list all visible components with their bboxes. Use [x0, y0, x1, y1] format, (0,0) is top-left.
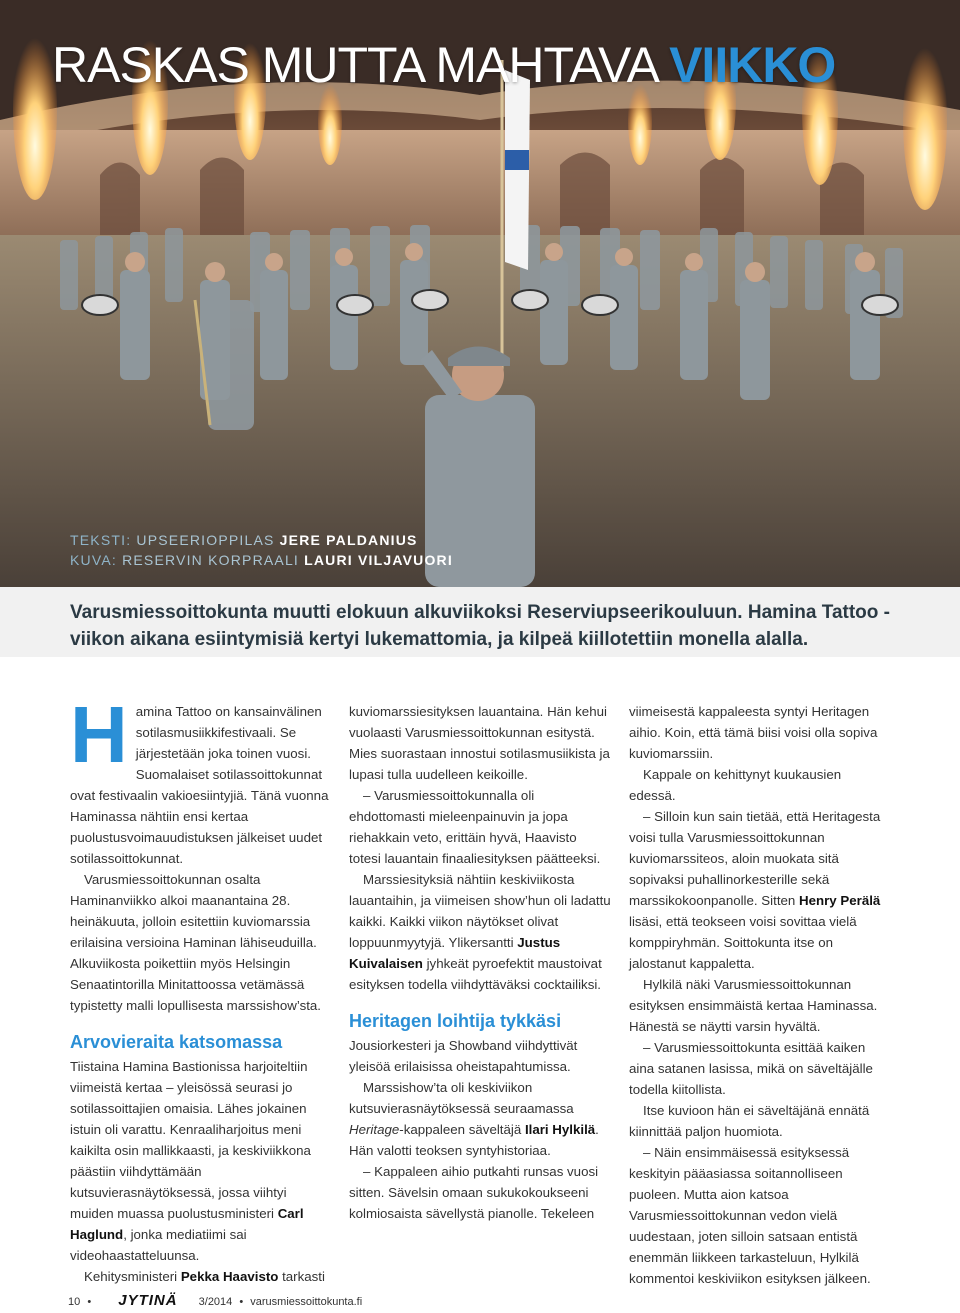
- col1-p1-text: amina Tattoo on kansainvälinen sotilasmusiikkifestivaali. Se järjestetään joka toinen vuosi. Suomalaiset sotilassoittokunnat ovat festivaalin vakioesiintyjiä. Tänä vuonna Haminassa nähtiin ensi kertaa puolustusvoimauudistuksen jälkeiset uudet sotilassoittokunnat.: [70, 704, 329, 866]
- name-carl-haglund: Carl Haglund: [70, 1206, 304, 1242]
- col1-paragraph-1: [70, 690, 332, 869]
- col3-paragraph-7: – Näin ensimmäisessä esityksessä keskityin pääasiassa soitannolliseen puoleen. Mutta aion katsoa Varusmiessoittokunnan vedon vielä uudestaan, joten silloin satsaan entistä enemmän liikkeen tarkasteluun, Hylkilä kommentoi keskiviikon esityksen jälkeen.: [629, 1145, 871, 1286]
- name-pekka-haavisto: Pekka Haavisto: [180, 1269, 279, 1284]
- page-number: 10: [68, 1296, 81, 1308]
- col2-p5-a: Marssishow’ta oli keskiviikon kutsuvierasnäytöksessä seuraamassa: [349, 1080, 574, 1116]
- credit-text-label: TEKSTI:: [70, 532, 132, 548]
- lead-paragraph: Varusmiessoittokunta muutti elokuun alkuviikoksi Reserviupseerikouluun. Hamina Tattoo -viikon aikana esiintymisiä kertyi lukemattomia, ja kilpeä kiillotettiin monella alalla.: [70, 602, 890, 650]
- footer-bullet-2: •: [239, 1296, 244, 1308]
- col2-paragraph-2: – Varusmiessoittokunnalla oli ehdottomasti mieleenpainuvin ja jopa riehakkain veto, erittäin hyvä, Haavisto totesi lauantain finaaliesityksen päätteeksi.: [349, 788, 601, 866]
- headline: [52, 36, 835, 94]
- col3-p3-end: lisäsi, että teokseen voisi sovittaa vielä komppiryhmän. Soittokunta itse on jalostanut kappaletta.: [629, 914, 857, 971]
- col1-p4-text: Kehitysministeri: [84, 1269, 178, 1284]
- name-henry-perala: Henry Perälä: [799, 893, 881, 908]
- footer-bullet-1: •: [87, 1296, 92, 1308]
- column-1: [70, 690, 332, 1287]
- magazine-logo: JYTINÄ: [118, 1292, 178, 1309]
- col3-paragraph-4: Hylkilä näki Varusmiessoittokunnan esityksen ensimmäistä kertaa Haminassa. Hänestä se näytti varsin hyvältä.: [629, 977, 878, 1034]
- credit-text-role: UPSEERIOPPILAS: [136, 532, 275, 548]
- credits: [70, 530, 453, 570]
- credit-text: [70, 530, 453, 550]
- col1-p3-end: , jonka mediatiimi sai videohaastatteluunsa.: [70, 1227, 247, 1263]
- col2-p3-text: Marssiesityksiä nähtiin keskiviikosta lauantaihin, ja viimeisen show’hun oli ladattu kaikki. Kaikki viikon näytökset olivat loppuunmyytyjä. Ylikersantti: [349, 872, 611, 950]
- headline-accent: VIIKKO: [669, 37, 836, 93]
- hero-photo: [0, 0, 960, 587]
- col2-p5-italic: Heritage: [349, 1122, 400, 1137]
- name-ilari-hylkila: Ilari Hylkilä: [524, 1122, 596, 1137]
- col1-p4-end: tarkasti: [278, 1269, 325, 1284]
- col2-paragraph-4: Jousiorkesteri ja Showband viihdyttivät yleisöä erilaisissa oheistapahtumissa.: [349, 1038, 578, 1074]
- credit-photo-label: KUVA:: [70, 552, 117, 568]
- col2-paragraph-3: [349, 869, 611, 995]
- subheading-heritagen: Heritagen loihtija tykkäsi: [349, 1011, 562, 1031]
- col1-paragraph-4: [70, 1266, 332, 1287]
- col2-p5-c: . Hän valotti teoksen syntyhistoriaa.: [349, 1122, 599, 1158]
- column-2: [349, 701, 611, 1224]
- column-3: [629, 701, 891, 1289]
- credit-photo: [70, 550, 453, 570]
- name-justus-kuivalainen: Justus Kuivalaisen: [349, 935, 561, 971]
- col3-paragraph-2: Kappale on kehittynyt kuukausien edessä.: [629, 767, 842, 803]
- subheading-arvovieraita: Arvovieraita katsomassa: [70, 1032, 283, 1052]
- drop-cap: H: [70, 690, 128, 779]
- col2-p5-b: -kappaleen säveltäjä: [399, 1122, 525, 1137]
- col1-paragraph-2: Varusmiessoittokunnan osalta Haminanviikko alkoi maanantaina 28. heinäkuuta, jolloin esitettiin kuviomarssia erilaisina versioina Haminan lähiseuduilla. Alkuviikosta poikettiin myös Helsingin Senaatintorilla Minitattoossa vetämässä typistetty malli lopullisesta marssishow’sta.: [70, 872, 322, 1013]
- col3-p3-text: – Silloin kun sain tietää, että Heritagesta voisi tulla Varusmiessoittokunnan kuviomarssiteos, aloin muokata sitä sopivaksi puhallinorkesterille sekä marssikokoonpanolle. Sitten: [629, 809, 881, 908]
- col3-paragraph-1: viimeisestä kappaleesta syntyi Heritagen aihio. Koin, että tämä biisi voisi olla sopiva kuviomarssiin.: [629, 704, 878, 761]
- lead-box: [0, 587, 960, 657]
- page-footer: [68, 1292, 362, 1309]
- issue-number: 3/2014: [198, 1296, 233, 1308]
- headline-main: RASKAS MUTTA MAHTAVA: [52, 37, 657, 93]
- col1-p3-text: Tiistaina Hamina Bastionissa harjoiteltiin viimeistä kertaa – yleisössä seurasi jo sotilassoittajien omaisia. Lähes jokainen istuin oli varattu. Kenraaliharjoitus meni kaikilta osin mallikkaasti, ja keskiviikkona päästiin viihdyttämään kutsuvierasnäytöksessä, jossa viihtyi muiden muassa puolustusministeri: [70, 1059, 311, 1221]
- website-link[interactable]: varusmiessoittokunta.fi: [250, 1296, 363, 1308]
- col2-p3-end: jyhkeät pyroefektit maustoivat esityksen todella viihdyttäväksi cocktailiksi.: [349, 956, 602, 992]
- credit-photo-role: RESERVIN KORPRAALI: [122, 552, 300, 568]
- col2-paragraph-6: – Kappaleen aihio putkahti runsas vuosi sitten. Sävelsin omaan sukukokoukseeni kolmiosaista sävellystä pianolle. Tekeleen: [349, 1164, 599, 1221]
- credit-text-name: JERE PALDANIUS: [279, 532, 418, 548]
- credit-photo-name: LAURI VILJAVUORI: [304, 552, 453, 568]
- col3-paragraph-3: [629, 806, 891, 974]
- col2-paragraph-1: kuviomarssiesityksen lauantaina. Hän kehui vuolaasti Varusmiessoittokunnan esitystä. Mies suorastaan innostui sotilasmusiikista ja lupasi tulla uudelleen keikoille.: [349, 704, 610, 782]
- col3-paragraph-6: Itse kuvioon hän ei säveltäjänä ennätä kiinnittää paljon huomiota.: [629, 1103, 870, 1139]
- col2-paragraph-5: [349, 1077, 611, 1161]
- col1-paragraph-3: [70, 1056, 332, 1266]
- col3-paragraph-5: – Varusmiessoittokunta esittää kaiken aina satanen lasissa, mikä on säveltäjälle todella kiitollista.: [629, 1040, 873, 1097]
